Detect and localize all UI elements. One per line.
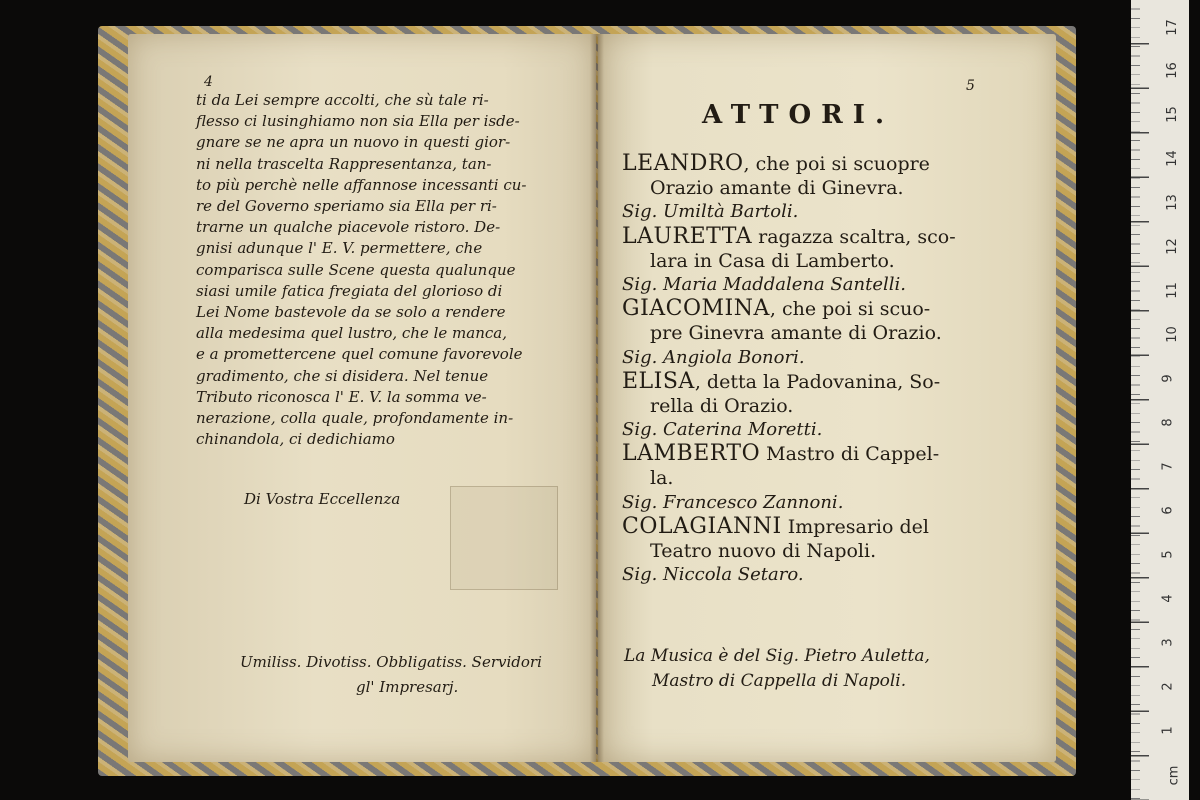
ruler-number: 17 — [1164, 19, 1180, 36]
cast-line-continuation: pre Ginevra amante di Orazio. — [650, 322, 942, 345]
ruler-unit-label: cm — [1166, 765, 1182, 786]
cast-line-singer: Sig. Niccola Setaro. — [622, 564, 804, 586]
role-name: ELISA — [622, 368, 695, 394]
dedication-line: gradimento, che si disidera. Nel tenue — [196, 366, 489, 385]
dedication-line: trarne un qualche piacevole ristoro. De- — [196, 218, 501, 237]
role-description: Impresario del — [781, 515, 929, 538]
book-gutter — [590, 34, 604, 762]
cast-line-continuation: rella di Orazio. — [650, 394, 794, 417]
cast-line-role — [622, 370, 1022, 394]
signature-line-1: Umiliss. Divotiss. Obbligatiss. Servidori — [240, 653, 542, 671]
dedication-line: siasi umile fatica fregiata del glorioso di — [196, 281, 503, 300]
ruler-number: 11 — [1164, 282, 1180, 299]
ruler-number: 10 — [1164, 326, 1180, 343]
music-credit-line-2: Mastro di Cappella di Napoli. — [652, 671, 907, 691]
dedication-text — [196, 90, 566, 450]
ruler-number: 7 — [1160, 462, 1176, 471]
dedication-line: ni nella trascelta Rappresentanza, tan- — [196, 154, 492, 173]
dedication-line: re del Governo speriamo sia Ella per ri- — [196, 197, 497, 216]
cast-line-role — [622, 152, 1022, 176]
signature-line-2: gl' Impresarj. — [356, 678, 459, 696]
ruler-number: 2 — [1160, 682, 1176, 691]
ruler-number: 4 — [1160, 594, 1176, 603]
dedication-line: gnisi adunque l' E. V. permettere, che — [196, 239, 483, 258]
cast-line-singer: Sig. Caterina Moretti. — [622, 419, 823, 441]
role-description: Mastro di Cappel- — [760, 443, 940, 466]
role-name: LEANDRO — [622, 151, 744, 176]
role-description: ragazza scaltra, sco- — [752, 225, 956, 248]
cast-line-continuation: la. — [650, 467, 674, 490]
ruler-number: 1 — [1160, 726, 1176, 735]
role-description: , che poi si scuopre — [743, 153, 930, 175]
dedication-line: comparisca sulle Scene questa qualunque — [196, 260, 516, 279]
cast-line-role — [622, 515, 1022, 539]
library-stamp — [450, 486, 558, 590]
dedication-line: e a promettercene quel comune favorevole — [196, 345, 523, 364]
cast-line-singer: Sig. Maria Maddalena Santelli. — [622, 273, 906, 295]
ruler-number: 9 — [1160, 374, 1176, 383]
measuring-ruler — [1131, 0, 1189, 800]
role-name: LAMBERTO — [622, 441, 761, 467]
cast-line-singer: Sig. Francesco Zannoni. — [622, 491, 844, 513]
role-name: COLAGIANNI — [622, 513, 782, 539]
dedication-line: Tributo riconosca l' E. V. la somma ve- — [196, 387, 487, 406]
role-name: GIACOMINA — [622, 296, 770, 322]
cast-line-role — [622, 297, 1022, 321]
cast-line-singer: Sig. Umiltà Bartoli. — [622, 201, 799, 223]
ruler-number: 3 — [1160, 638, 1176, 647]
left-page-number: 4 — [204, 74, 213, 90]
ruler-number: 15 — [1164, 106, 1180, 123]
ruler-number: 8 — [1160, 418, 1176, 427]
ruler-number: 12 — [1164, 238, 1180, 255]
dedication-line: nerazione, colla quale, profondamente in- — [196, 409, 514, 428]
cast-line-role — [622, 442, 1022, 466]
ruler-number: 5 — [1160, 550, 1176, 559]
page-title: ATTORI. — [702, 100, 894, 130]
ruler-number: 16 — [1164, 62, 1180, 79]
cast-line-continuation: Orazio amante di Ginevra. — [650, 177, 904, 200]
cast-line-singer: Sig. Angiola Bonori. — [622, 346, 805, 368]
cast-list — [622, 152, 1022, 587]
dedication-line: ti da Lei sempre accolti, che sù tale ri- — [196, 91, 489, 109]
role-name: LAURETTA — [622, 223, 753, 249]
ruler-number: 13 — [1164, 194, 1180, 211]
role-description: , detta la Padovanina, So- — [694, 370, 941, 393]
ruler-number: 6 — [1160, 506, 1176, 515]
dedication-line: to più perchè nelle affannose incessanti cu- — [196, 175, 527, 194]
dedication-line: gnare se ne apra un nuovo in questi gior- — [196, 133, 511, 152]
dedication-line: chinandola, ci dedichiamo — [196, 430, 395, 449]
cast-line-continuation: Teatro nuovo di Napoli. — [650, 540, 877, 562]
music-credit-line-1: La Musica è del Sig. Pietro Auletta, — [624, 646, 930, 666]
role-description: , che poi si scuo- — [769, 298, 931, 321]
ruler-number: 14 — [1164, 150, 1180, 167]
dedication-line: flesso ci lusinghiamo non sia Ella per isde- — [196, 112, 520, 131]
dedication-line: Lei Nome bastevole da se solo a rendere — [196, 303, 506, 322]
salutation: Di Vostra Eccellenza — [244, 490, 401, 508]
cast-line-continuation: lara in Casa di Lamberto. — [650, 249, 895, 272]
cast-line-role — [622, 225, 1022, 249]
right-page-number: 5 — [966, 78, 975, 94]
dedication-line: alla medesima quel lustro, che le manca, — [196, 324, 507, 343]
